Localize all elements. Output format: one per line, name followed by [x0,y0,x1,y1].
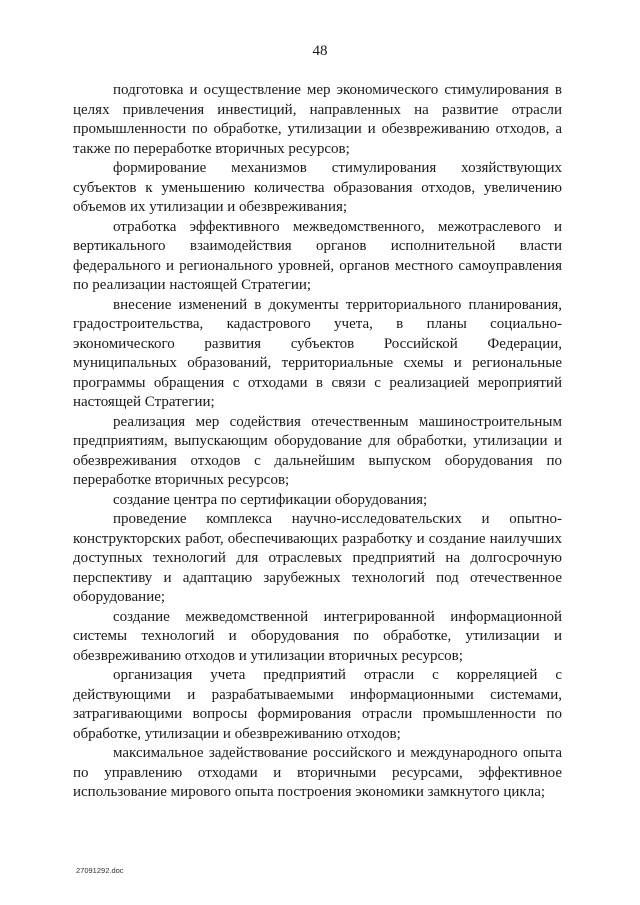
page-number: 48 [312,43,328,59]
paragraph: создание центра по сертификации оборудования; [113,491,428,508]
paragraph: формирование механизмов стимулирования хозяйствующих субъектов к уменьшению количества образования отходов, увеличению объемов их утилизации и обезвреживания; [73,160,562,215]
paragraph: организация учета предприятий отрасли с корреляцией с действующими и разрабатываемыми информационными системами, затрагивающими вопросы формирования отрасли промышленности по обработке, утилизации и обезвреживанию отходов; [73,667,562,742]
document-body [73,81,562,803]
paragraph: реализация мер содействия отечественным машиностроительным предприятиям, выпускающим оборудование для обработки, утилизации и обезвреживания отходов с дальнейшим выпуском оборудования по переработке вторичных ресурсов; [73,413,562,488]
paragraph: максимальное задействование российского и международного опыта по управлению отходами и вторичными ресурсами, эффективное использование мирового опыта построения экономики замкнутого цикла; [73,745,562,800]
paragraph: проведение комплекса научно-исследовательских и опытно-конструкторских работ, обеспечивающих разработку и создание наилучших доступных технологий для отраслевых предприятий на долгосрочную перспективу и адаптацию зарубежных технологий под отечественное оборудование; [73,511,562,605]
paragraph: подготовка и осуществление мер экономического стимулирования в целях привлечения инвестиций, направленных на развитие отрасли промышленности по обработке, утилизации и обезвреживанию отходов, а также по переработке вторичных ресурсов; [73,82,562,157]
footer-filename: 27091292.doc [76,866,124,875]
paragraph: отработка эффективного межведомственного, межотраслевого и вертикального взаимодействия органов исполнительной власти федерального и регионального уровней, органов местного самоуправления по реализации настоящей Стратегии; [73,218,562,293]
paragraph: создание межведомственной интегрированной информационной системы технологий и оборудования по обработке, утилизации и обезвреживанию отходов и утилизации вторичных ресурсов; [73,608,562,664]
paragraph: внесение изменений в документы территориального планирования, градостроительства, кадастрового учета, в планы социально-экономического развития субъектов Российской Федерации, муниципальных образований, территориальные схемы и региональные программы обращения с отходами в связи с реализацией мероприятий настоящей Стратегии; [73,296,562,410]
